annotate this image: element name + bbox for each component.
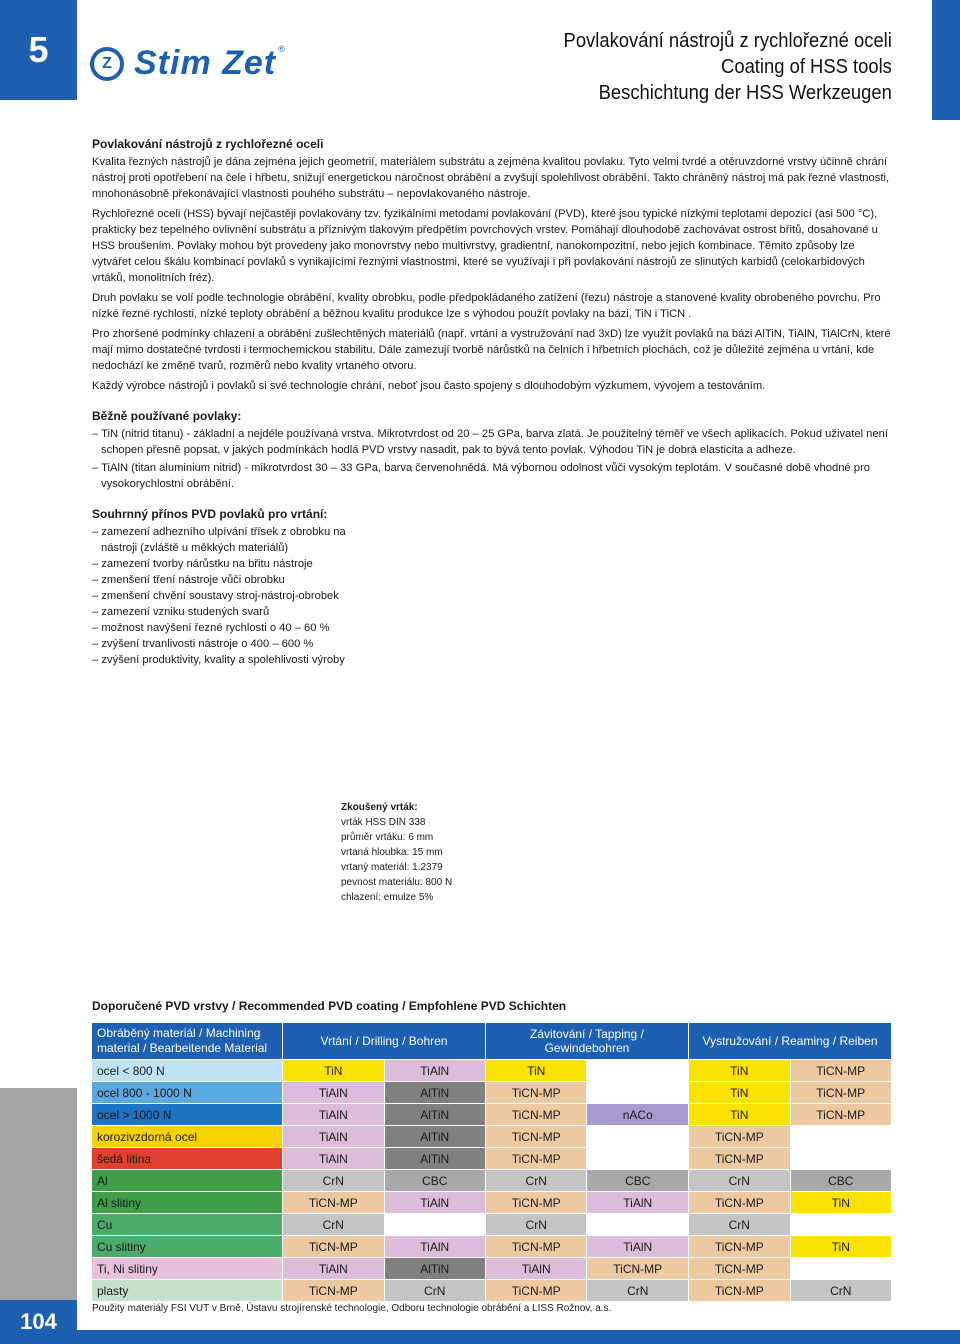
test-drill-info xyxy=(341,800,452,905)
coating-cell: CrN xyxy=(485,1214,587,1236)
coating-cell: CrN xyxy=(283,1214,384,1236)
coating-cell: TiAlN xyxy=(485,1258,587,1280)
coating-cell xyxy=(790,1126,892,1148)
test-line: pevnost materiálu: 800 N xyxy=(341,877,453,888)
list-item: – zamezení adhezního ulpívání třísek z obrobku na nástroji (zvláště u měkkých materiálů) xyxy=(92,526,346,554)
chapter-number: 5 xyxy=(28,29,49,70)
coating-cell: TiCN-MP xyxy=(283,1236,384,1258)
material-cell: ocel 800 - 1000 N xyxy=(92,1082,283,1104)
list-item: – TiAlN (titan aluminium nitrid) - mikrotvrdost 30 – 33 GPa, barva červenohnědá. Má výbornou odolnost vůči vysokým teplotám. V současné době vhodné pro vysokorychlostní obrábění. xyxy=(92,462,870,490)
logo-registered: ® xyxy=(278,44,285,54)
table-title: Doporučené PVD vrstvy / Recommended PVD coating / Empfohlene PVD Schichten xyxy=(92,999,567,1013)
coating-cell: TiCN-MP xyxy=(485,1192,587,1214)
table-row xyxy=(92,1258,892,1280)
coating-cell: TiCN-MP xyxy=(587,1258,689,1280)
header-drilling: Vrtání / Drilling / Bohren xyxy=(283,1023,486,1060)
table-row xyxy=(92,1104,892,1126)
coating-cell: TiN xyxy=(689,1082,790,1104)
intro-paragraph: Každý výrobce nástrojů i povlaků si své technologie chrání, neboť jsou často spojeny s dlouhodobým výzkumem, vývojem a testováním. xyxy=(92,380,766,392)
material-cell: korozivzdorná ocel xyxy=(92,1126,283,1148)
title-en: Coating of HSS tools xyxy=(721,56,892,78)
test-heading: Zkoušený vrták: xyxy=(341,802,418,813)
coating-cell: TiAlN xyxy=(283,1148,384,1170)
coating-cell: TiCN-MP xyxy=(485,1236,587,1258)
main-text xyxy=(92,136,892,668)
coating-cell: CBC xyxy=(790,1170,892,1192)
coating-cell xyxy=(587,1126,689,1148)
coating-cell: TiCN-MP xyxy=(790,1104,892,1126)
list-item: – možnost navýšení řezné rychlosti o 40 – 60 % xyxy=(92,622,330,634)
logo-mark-icon: Z xyxy=(90,47,124,81)
coating-cell: TiCN-MP xyxy=(283,1280,384,1302)
coating-cell: TiCN-MP xyxy=(790,1060,892,1082)
header-reaming: Vystružování / Reaming / Reiben xyxy=(689,1023,892,1060)
logo xyxy=(90,44,285,83)
bottom-bar xyxy=(77,1330,960,1344)
coating-cell: CrN xyxy=(485,1170,587,1192)
material-cell: Cu slitiny xyxy=(92,1236,283,1258)
test-line: průměr vrtáku: 6 mm xyxy=(341,832,434,843)
coating-cell: CrN xyxy=(689,1214,790,1236)
coating-cell: AlTiN xyxy=(384,1104,485,1126)
coating-cell xyxy=(790,1214,892,1236)
page-number: 104 xyxy=(0,1300,77,1344)
intro-paragraph: Rychlořezné oceli (HSS) bývají nejčastěji povlakovány tzv. fyzikálními metodami povlakování (PVD), které jsou typické nízkými teplotami depozicí (asi 500 °C), prakticky bez tepelného ovlivnění substrátu a příznivým tlakovým předpětím povrchových vrstev. Pomáhají dlouhodobě zachovávat ostrost břitů, dosahované u HSS broušením. Povlaky mohou být provedeny jako monovrstvy nebo multivrstvy, gradientní, nanokompozitní, nebo jejich kombinace. Těmito způsoby lze vytvářet celou škálu kombinací povlaků s vynikajícími řeznými vlastnostmi, které se využívají i při povlakování nástrojů ze slinutých karbidů (celokarbidových vrtáků, monolitních fréz). xyxy=(92,208,878,284)
common-list xyxy=(92,426,892,492)
logo-text: Stim Zet xyxy=(134,44,277,82)
coating-cell: TiAlN xyxy=(384,1192,485,1214)
coating-cell: TiCN-MP xyxy=(689,1192,790,1214)
coating-cell xyxy=(384,1214,485,1236)
header-tapping: Závitování / Tapping / Gewindebohren xyxy=(485,1023,688,1060)
coating-cell: TiAlN xyxy=(283,1126,384,1148)
coating-cell: TiAlN xyxy=(587,1236,689,1258)
list-item: – zamezení vzniku studených svarů xyxy=(92,606,270,618)
intro-paragraph: Pro zhoršené podmínky chlazení a obrábění zušlechtěných materiálů (např. vrtání a vystružování nad 3xD) lze využít povlaků na bázi AlTiN, TiAlN, TiAlCrN, které mají mimo dostatečné tvrdosti i termochemickou stabilitu. Dále zamezují tvorbě nárůstků na čelních i hřbetních plochách, což je důležité zejména u vrtání, kde nedochází ke změně tvarů, rozměrů nebo kvality vrtaného otvoru. xyxy=(92,328,891,372)
coating-cell: TiCN-MP xyxy=(485,1104,587,1126)
coating-cell: CBC xyxy=(384,1170,485,1192)
table-row xyxy=(92,1060,892,1082)
coating-cell: AlTiN xyxy=(384,1258,485,1280)
table-row xyxy=(92,1214,892,1236)
coating-cell: nACo xyxy=(587,1104,689,1126)
list-item: – zmenšení tření nástroje vůči obrobku xyxy=(92,574,285,586)
page-titles xyxy=(535,28,892,106)
table-row xyxy=(92,1126,892,1148)
list-item: – TiN (nitrid titanu) - základní a nejdéle používaná vrstva. Mikrotvrdost od 20 – 25 GPa, barva zlatá. Je použitelný téměř ve všech aplikacích. Pokud uživatel není schopen přesně popsat, v jakých podmínkách hodlá PVD vrstvy nasadit, pak to bývá tento povlak. Výhodou TiN je dobrá elasticita a adheze. xyxy=(92,428,888,456)
common-heading: Běžně používané povlaky: xyxy=(92,409,242,423)
material-cell: plasty xyxy=(92,1280,283,1302)
coating-cell: TiAlN xyxy=(384,1060,485,1082)
coating-cell: TiAlN xyxy=(283,1258,384,1280)
test-line: vrták HSS DIN 338 xyxy=(341,817,426,828)
coating-cell: TiCN-MP xyxy=(689,1258,790,1280)
coating-cell xyxy=(587,1082,689,1104)
coating-cell: TiN xyxy=(790,1192,892,1214)
test-line: chlazení: emulze 5% xyxy=(341,892,434,903)
coating-cell: TiCN-MP xyxy=(485,1082,587,1104)
coating-table xyxy=(91,1022,892,1302)
material-cell: ocel < 800 N xyxy=(92,1060,283,1082)
coating-cell: CrN xyxy=(790,1280,892,1302)
coating-cell: CrN xyxy=(689,1170,790,1192)
coating-cell: CBC xyxy=(587,1170,689,1192)
coating-cell: AlTiN xyxy=(384,1126,485,1148)
coating-cell: TiN xyxy=(689,1060,790,1082)
coating-cell: TiCN-MP xyxy=(689,1148,790,1170)
coating-cell: TiCN-MP xyxy=(485,1280,587,1302)
coating-cell: CrN xyxy=(587,1280,689,1302)
coating-cell: TiCN-MP xyxy=(485,1148,587,1170)
coating-cell xyxy=(587,1214,689,1236)
benefits-list xyxy=(92,524,352,668)
coating-cell: TiAlN xyxy=(587,1192,689,1214)
coating-cell: TiCN-MP xyxy=(689,1280,790,1302)
title-cz: Povlakování nástrojů z rychlořezné oceli xyxy=(563,30,892,52)
footnote: Použity materiály FSI VUT v Brně, Ústavu strojírenské technologie, Odboru technologie obrábění a LISS Rožnov, a.s. xyxy=(92,1303,612,1314)
coating-cell: TiCN-MP xyxy=(485,1126,587,1148)
coating-cell xyxy=(790,1258,892,1280)
header-material: Obráběný materiál / Machining material / Bearbeitende Material xyxy=(92,1023,283,1060)
table-row xyxy=(92,1082,892,1104)
coating-cell: TiAlN xyxy=(384,1236,485,1258)
coating-cell: TiCN-MP xyxy=(283,1192,384,1214)
list-item: – zmenšení chvění soustavy stroj-nástroj-obrobek xyxy=(92,590,339,602)
table-row xyxy=(92,1192,892,1214)
intro-heading: Povlakování nástrojů z rychlořezné oceli xyxy=(92,137,324,151)
material-cell: šedá litina xyxy=(92,1148,283,1170)
material-cell: Al xyxy=(92,1170,283,1192)
intro-paragraph: Druh povlaku se volí podle technologie obrábění, kvality obrobku, podle předpokládaného zatížení (řezu) nástroje a stanovené kvality obrobeného povrchu. Pro nízké řezné rychlosti, nízké teploty obrábění a běžnou kvalitu produkce lze s výhodou použít povlaky na bázi, TiN i TiCN . xyxy=(92,292,881,320)
sidebar-accent xyxy=(932,0,960,120)
coating-cell: TiN xyxy=(283,1060,384,1082)
list-item: – zvýšení produktivity, kvality a spolehlivosti výroby xyxy=(92,654,345,666)
material-cell: Al slitiny xyxy=(92,1192,283,1214)
coating-cell: TiAlN xyxy=(283,1082,384,1104)
coating-cell: TiCN-MP xyxy=(689,1236,790,1258)
test-line: vrtaný materiál: 1.2379 xyxy=(341,862,443,873)
list-item: – zamezení tvorby nárůstku na břitu nástroje xyxy=(92,558,313,570)
table-row xyxy=(92,1148,892,1170)
material-cell: Ti, Ni slitiny xyxy=(92,1258,283,1280)
coating-cell: TiCN-MP xyxy=(790,1082,892,1104)
table-row xyxy=(92,1170,892,1192)
coating-cell xyxy=(587,1148,689,1170)
coating-cell: TiN xyxy=(689,1104,790,1126)
coating-cell: TiN xyxy=(790,1236,892,1258)
coating-cell: CrN xyxy=(283,1170,384,1192)
coating-cell xyxy=(587,1060,689,1082)
material-cell: ocel > 1000 N xyxy=(92,1104,283,1126)
coating-cell: TiCN-MP xyxy=(689,1126,790,1148)
table-row xyxy=(92,1280,892,1302)
chapter-tab xyxy=(0,0,77,100)
list-item: – zvýšení trvanlivosti nástroje o 400 – 600 % xyxy=(92,638,314,650)
title-de: Beschichtung der HSS Werkzeugen xyxy=(598,82,892,104)
table-header-row xyxy=(92,1023,892,1060)
coating-cell: TiN xyxy=(485,1060,587,1082)
coating-cell: CrN xyxy=(384,1280,485,1302)
material-cell: Cu xyxy=(92,1214,283,1236)
coating-cell: TiAlN xyxy=(283,1104,384,1126)
table-row xyxy=(92,1236,892,1258)
coating-cell: AlTiN xyxy=(384,1082,485,1104)
test-line: vrtaná hloubka: 15 mm xyxy=(341,847,443,858)
coating-cell xyxy=(790,1148,892,1170)
benefits-heading: Souhrnný přínos PVD povlaků pro vrtání: xyxy=(92,507,328,521)
coating-cell: AlTiN xyxy=(384,1148,485,1170)
intro-paragraph: Kvalita řezných nástrojů je dána zejména jejich geometrií, materiálem substrátu a zejména kvalitou povlaku. Tyto velmi tvrdé a otěruvzdorné vrstvy účinně chrání nástroj proti opotřebení na čele i hřbetu, snižují energetickou náročnost obrábění a zvyšují spolehlivost obrábění. Takto chráněný nástroj má pak řezné vlastnosti, mnohonásobně překonávající vlastnosti pouhého substrátu – nepovlakovaného nástroje. xyxy=(92,156,890,200)
